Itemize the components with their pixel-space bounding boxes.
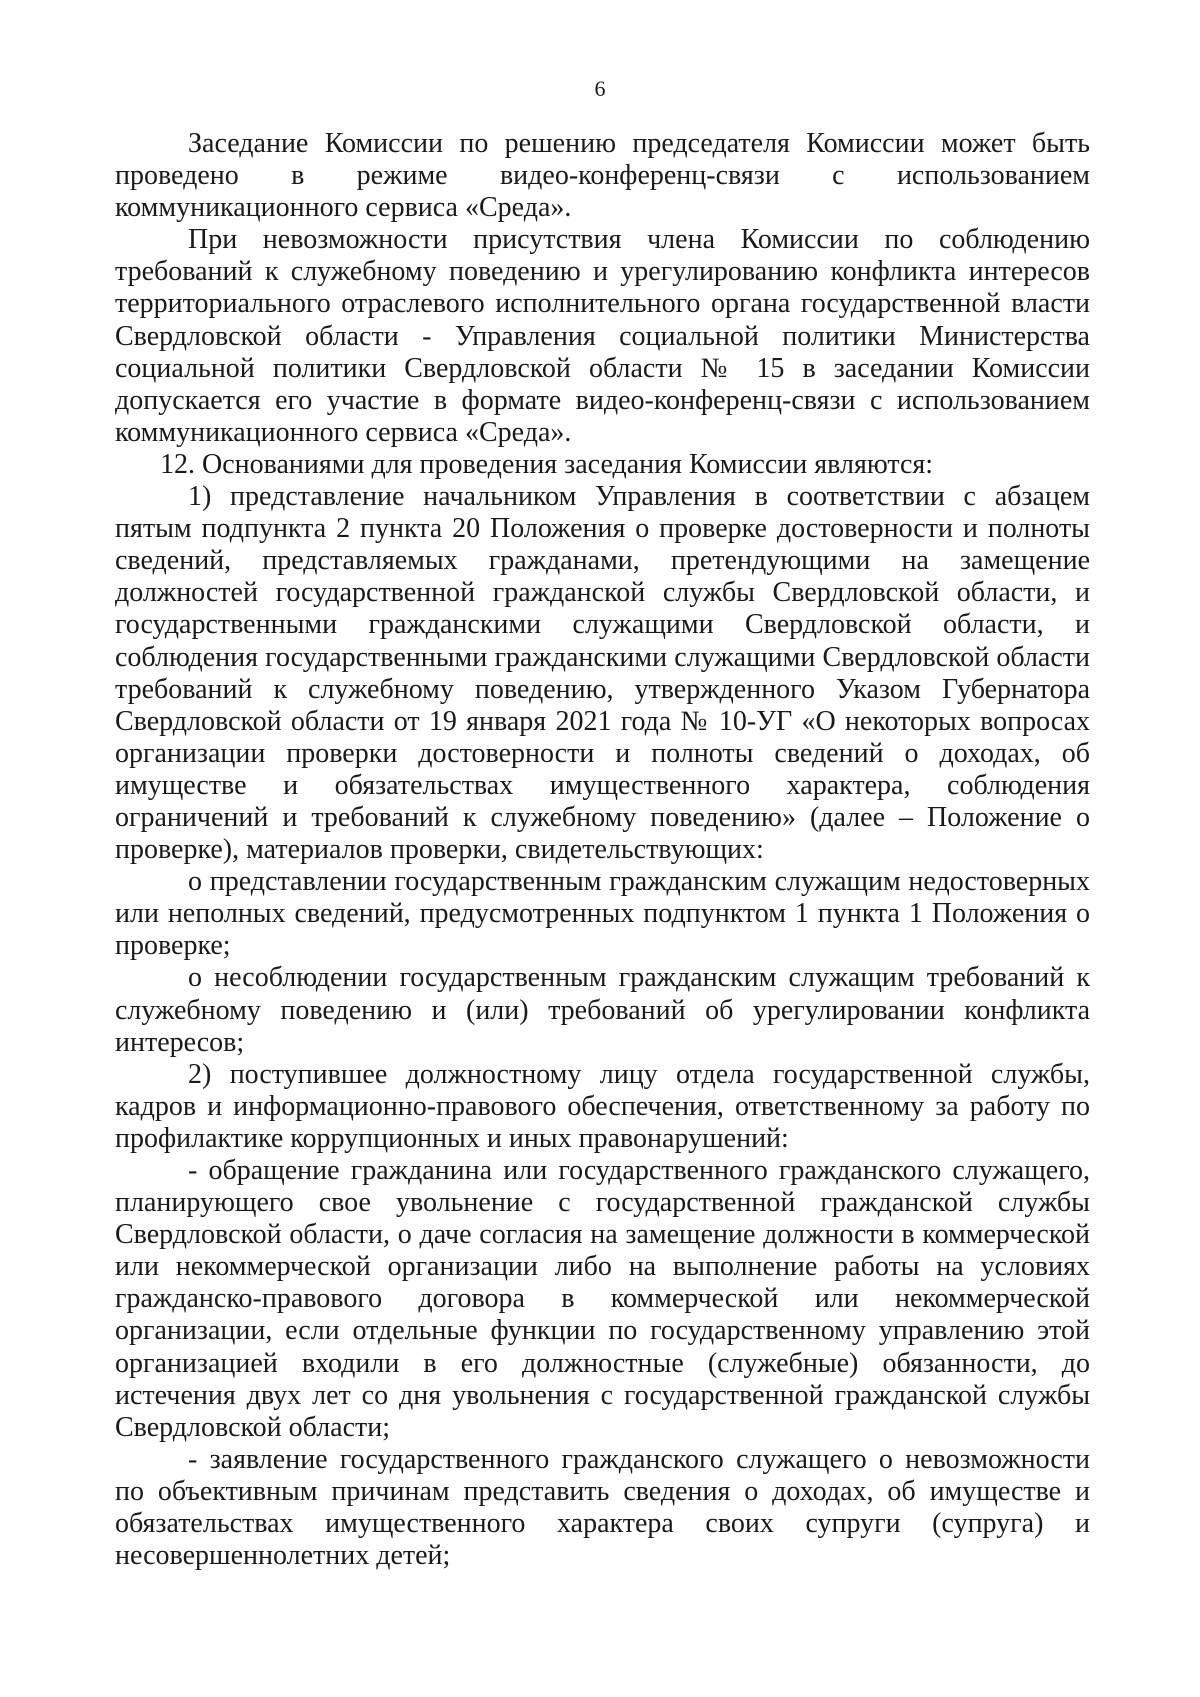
paragraph-non-compliance: о несоблюдении государственным гражданским служащим требований к служебному поведению и (или) требований об урегулировании конфликта интересов; (115, 962, 1090, 1058)
paragraph-member-participation: При невозможности присутствия члена Комиссии по соблюдению требований к служебному поведению и урегулированию конфликта интересов территориального отраслевого исполнительного органа государственной власти Свердловской области - Управления социальной политики Министерства социальной политики Свердловской области № 15 в заседании Комиссии допускается его участие в формате видео-конференц-связи с использованием коммуникационного сервиса «Среда». (115, 224, 1090, 448)
paragraph-item-12-heading: 12. Основаниями для проведения заседания Комиссии являются: (160, 448, 934, 480)
paragraph-subitem-1: 1) представление начальником Управления в соответствии с абзацем пятым подпункта 2 пункта 20 Положения о проверке достоверности и полноты сведений, представляемых гражданами, претендующими на замещение должностей государственной гражданской службы Свердловской области, и государственными гражданскими служащими Свердловской области, и соблюдения государственными гражданскими служащими Свердловской области требований к служебному поведению, утвержденного Указом Губернатора Свердловской области от 19 января 2021 года № 10-УГ «О некоторых вопросах организации проверки достоверности и полноты сведений о доходах, об имуществе и обязательствах имущественного характера, соблюдения ограничений и требований к служебному поведению» (далее – Положение о проверке), материалов проверки, свидетельствующих: (115, 481, 1090, 866)
paragraph-citizen-appeal: - обращение гражданина или государственного гражданского служащего, планирующего свое увольнение с государственной гражданской службы Свердловской области, о даче согласия на замещение должности в коммерческой или некоммерческой организации либо на выполнение работы на условиях гражданско-правового договора в коммерческой или некоммерческой организации, если отдельные функции по государственному управлению этой организацией входили в его должностные (служебные) обязанности, до истечения двух лет со дня увольнения с государственной гражданской службы Свердловской области; (115, 1155, 1090, 1443)
paragraph-employee-statement: - заявление государственного гражданского служащего о невозможности по объективным причинам представить сведения о доходах, об имуществе и обязательствах имущественного характера своих супруги (супруга) и несовершеннолетних детей; (115, 1443, 1090, 1572)
page-number: 6 (594, 76, 606, 101)
paragraph-false-information: о представлении государственным гражданским служащим недостоверных или неполных сведений, предусмотренных подпунктом 1 пункта 1 Положения о проверке; (115, 866, 1090, 962)
paragraph-subitem-2: 2) поступившее должностному лицу отдела государственной службы, кадров и информационно-правового обеспечения, ответственному за работу по профилактике коррупционных и иных правонарушений: (115, 1058, 1090, 1154)
document-body (115, 128, 1090, 1572)
paragraph-meeting-videoconference: Заседание Комиссии по решению председателя Комиссии может быть проведено в режиме видео-конференц-связи с использованием коммуникационного сервиса «Среда». (115, 128, 1090, 224)
